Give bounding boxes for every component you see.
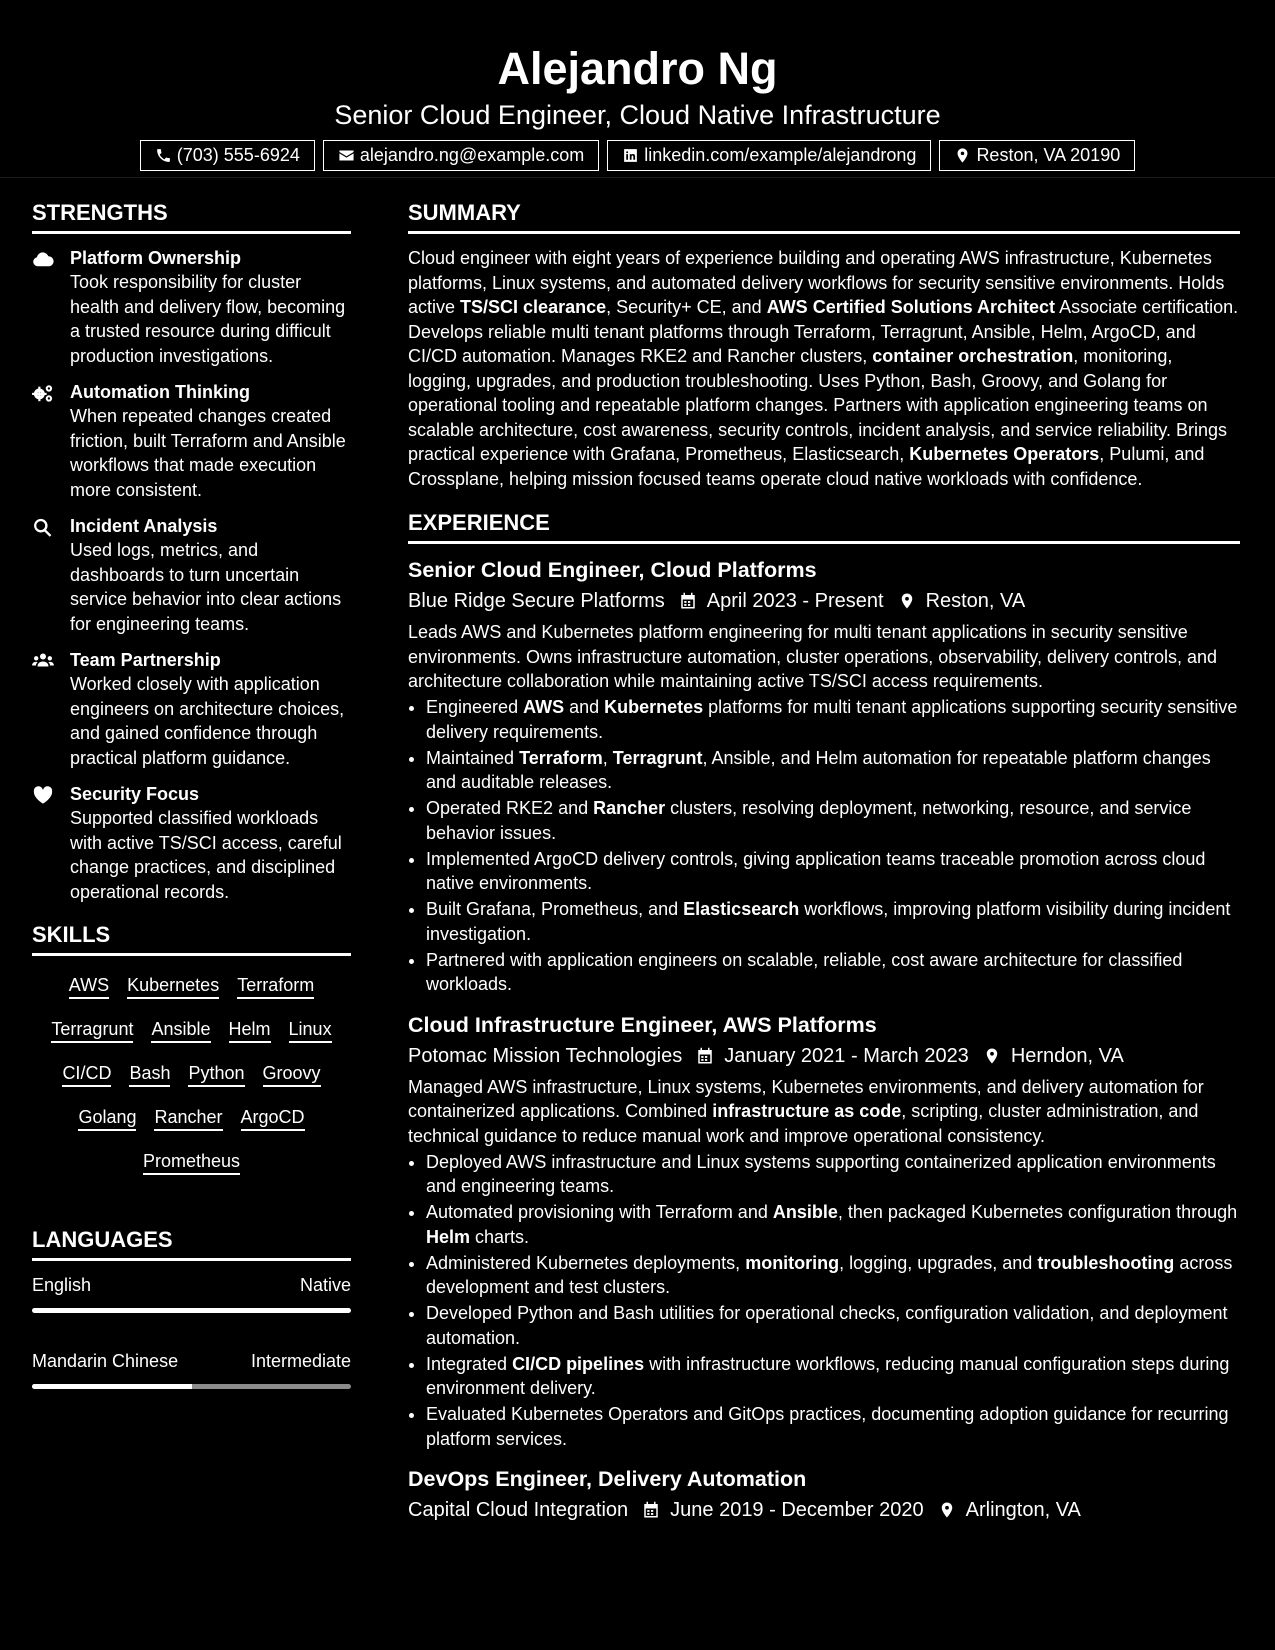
heart-icon — [32, 785, 54, 805]
job-bullets — [408, 1150, 1240, 1452]
contact-location — [939, 140, 1135, 171]
job-bullet — [426, 1402, 1240, 1451]
summary-emphasis: TS/SCI clearance — [460, 297, 607, 317]
contact-phone-text: (703) 555-6924 — [176, 145, 300, 165]
strength-item — [32, 648, 351, 770]
skill-tag: Terraform — [237, 974, 314, 999]
skills-row — [32, 1018, 351, 1043]
skills-row — [32, 1150, 351, 1175]
job-bullet-part: , — [602, 747, 613, 768]
job-bullet-part: Automated provisioning with Terraform and — [426, 1202, 773, 1222]
job-description-part: , scripting, cluster administration, and technical guidance to reduce manual work and improve operational consistency. — [408, 1101, 1199, 1146]
strength-desc: Supported classified workloads with active TS/SCI access, careful change practices, and disciplined operational records. — [70, 808, 342, 902]
job-bullet-part: Engineered — [426, 697, 524, 717]
job-bullet-part: troubleshooting — [1037, 1252, 1175, 1273]
job-bullet-part: , then packaged Kubernetes configuration through — [837, 1202, 1238, 1222]
language-item — [32, 1349, 351, 1389]
search-icon — [32, 517, 54, 537]
calendar-icon — [696, 1047, 714, 1065]
job-description-part: Managed AWS infrastructure, Linux systems, Kubernetes environments, and delivery automation for containerized applications. Combined — [408, 1076, 1204, 1121]
job-bullet — [426, 746, 1240, 795]
job-bullet-part: Terraform — [519, 747, 603, 768]
calendar-icon — [642, 1501, 660, 1519]
job-bullet-part: Deployed AWS infrastructure and Linux systems supporting containerized application environments and engineering teams. — [426, 1151, 1216, 1196]
job-bullet-part: Implemented ArgoCD delivery controls, giving application teams traceable promotion across cloud native environments. — [426, 848, 1206, 893]
languages-heading: LANGUAGES — [32, 1225, 351, 1261]
job-bullet-part: AWS — [523, 697, 565, 717]
job-bullet-part: Helm — [426, 1226, 471, 1247]
summary-part: , monitoring, logging, upgrades, and production troubleshooting. Uses Python, Bash, Groovy, and Golang for operational tooling and repeatable platform changes. Partners with application engineering teams on scalable architecture, cost awareness, security controls, incident analysis, and service reliability. Brings practical experience with Grafana, Prometheus, Elasticsearch, — [408, 346, 1228, 464]
job-company: Blue Ridge Secure Platforms — [408, 590, 665, 612]
skill-tag: Prometheus — [143, 1150, 240, 1175]
contact-email-text: alejandro.ng@example.com — [359, 145, 585, 165]
job-bullet-part: with infrastructure workflows, reducing manual configuration steps during environment delivery. — [426, 1353, 1230, 1398]
strength-name: Security Focus — [70, 784, 200, 804]
skills-row — [32, 1062, 351, 1087]
skill-tag: Python — [188, 1062, 244, 1087]
skill-tag: Rancher — [154, 1106, 222, 1131]
job-bullet-part: , logging, upgrades, and — [839, 1252, 1038, 1273]
skill-tag: Golang — [78, 1106, 136, 1131]
summary-part: , Pulumi, and Crossplane, helping mission focused teams operate cloud native workloads with confidence. — [408, 444, 1205, 489]
right-column — [408, 198, 1240, 1529]
job-bullet-part: Rancher — [593, 798, 666, 818]
job-bullet — [426, 897, 1240, 946]
job-bullet-part: Ansible — [772, 1202, 838, 1222]
strength-desc: Took responsibility for cluster health and delivery flow, becoming a trusted resource during difficult production investigations. — [70, 272, 346, 366]
candidate-name: Alejandro Ng — [497, 43, 778, 94]
skill-tag: AWS — [69, 974, 109, 999]
strength-item — [32, 782, 351, 904]
job-entry — [408, 556, 1240, 997]
job-description-part: infrastructure as code — [712, 1101, 902, 1121]
contact-linkedin[interactable] — [607, 140, 931, 171]
cloud-icon — [32, 249, 54, 269]
resume-header — [0, 0, 1275, 178]
summary-emphasis: Kubernetes Operators — [909, 444, 1100, 464]
strengths-heading: STRENGTHS — [32, 198, 351, 234]
job-bullet-part: Administered Kubernetes deployments, — [426, 1252, 746, 1273]
job-entry — [408, 1465, 1240, 1525]
skill-tag: Kubernetes — [127, 974, 219, 999]
job-title: Cloud Infrastructure Engineer, AWS Platforms — [408, 1012, 877, 1037]
job-bullet-part: , Ansible, and Helm automation for repeatable platform changes and auditable releases. — [426, 747, 1211, 792]
job-bullet — [426, 948, 1240, 997]
skill-tag: CI/CD — [62, 1062, 111, 1087]
experience-heading: EXPERIENCE — [408, 508, 1240, 544]
strength-name: Incident Analysis — [70, 516, 218, 536]
job-bullet-part: platforms for multi tenant applications supporting security sensitive delivery requirements. — [426, 697, 1238, 742]
skill-tag: Ansible — [151, 1018, 210, 1043]
job-title: Senior Cloud Engineer, Cloud Platforms — [408, 558, 817, 582]
job-meta — [408, 586, 1240, 616]
language-item — [32, 1273, 351, 1313]
skill-tag: Helm — [229, 1018, 271, 1043]
job-bullet-part: Built Grafana, Prometheus, and — [426, 899, 684, 919]
job-bullet-part: Developed Python and Bash utilities for operational checks, configuration validation, and deployment automation. — [426, 1303, 1228, 1348]
users-icon — [32, 651, 54, 671]
map-pin-icon — [954, 147, 971, 164]
calendar-icon — [679, 592, 697, 610]
job-bullet-part: Elasticsearch — [683, 899, 800, 919]
summary-text — [408, 246, 1240, 491]
left-column — [32, 198, 351, 1389]
strength-item — [32, 514, 351, 636]
job-bullet — [426, 796, 1240, 845]
contact-bar — [0, 140, 1275, 171]
phone-icon — [155, 147, 172, 164]
skill-tag: Groovy — [263, 1062, 321, 1087]
envelope-icon — [338, 147, 355, 164]
job-bullet-part: Integrated — [426, 1353, 513, 1374]
strength-desc: Used logs, metrics, and dashboards to turn uncertain service behavior into clear actions for engineering teams. — [70, 540, 342, 634]
job-location: Reston, VA — [925, 590, 1026, 612]
contact-email[interactable] — [323, 140, 599, 171]
job-bullet-part: CI/CD pipelines — [512, 1353, 645, 1374]
skill-tag: Bash — [129, 1062, 170, 1087]
job-description: Leads AWS and Kubernetes platform engineering for multi tenant applications in security sensitive environments. Owns infrastructure automation, cluster operations, observability, delivery controls, and architecture collaboration while maintaining active TS/SCI access requirements. — [408, 622, 1218, 691]
job-bullet — [426, 695, 1240, 744]
summary-part: Cloud engineer with eight years of experience building and operating AWS infrastructure, Kubernetes platforms, Linux systems, and automated delivery workflows for security sensitive environments. Holds active — [408, 248, 1225, 317]
job-bullet-part: Partnered with application engineers on scalable, reliable, cost aware architecture for classified workloads. — [426, 949, 1183, 994]
strength-name: Automation Thinking — [70, 382, 250, 402]
skill-tag: Terragrunt — [51, 1018, 133, 1043]
job-bullets — [408, 695, 1240, 997]
summary-emphasis: container orchestration — [872, 346, 1074, 366]
job-dates: January 2021 - March 2023 — [724, 1044, 969, 1067]
job-bullet-part: Kubernetes — [604, 697, 704, 717]
language-level: Intermediate — [250, 1351, 351, 1371]
job-description — [408, 1075, 1240, 1149]
experience-list — [408, 556, 1240, 1525]
skill-tag: Linux — [289, 1018, 332, 1043]
job-bullet — [426, 847, 1240, 896]
job-bullet — [426, 1352, 1240, 1401]
job-dates: June 2019 - December 2020 — [670, 1499, 924, 1521]
job-bullet-part: charts. — [470, 1226, 530, 1247]
job-bullet-part: across development and test clusters. — [426, 1252, 1233, 1297]
strength-name: Platform Ownership — [70, 248, 242, 268]
summary-part: Associate certification. Develops reliable multi tenant platforms through Terraform, Terragrunt, Ansible, Helm, ArgoCD, and CI/CD automation. Manages RKE2 and Rancher clusters, — [408, 297, 1239, 366]
job-bullet-part: workflows, improving platform visibility during incident investigation. — [426, 899, 1231, 944]
contact-phone[interactable] — [140, 140, 315, 171]
job-bullet-part: Maintained — [426, 747, 520, 768]
job-bullet — [426, 1251, 1240, 1300]
contact-location-text: Reston, VA 20190 — [976, 145, 1121, 165]
language-name: Mandarin Chinese — [32, 1351, 179, 1371]
gears-icon — [32, 383, 54, 403]
proficiency-bar — [32, 1308, 351, 1313]
job-bullet — [426, 1200, 1240, 1249]
summary-part: , Security+ CE, and — [606, 297, 767, 317]
job-location: Herndon, VA — [1010, 1044, 1124, 1067]
map-pin-icon — [898, 592, 916, 610]
map-pin-icon — [983, 1047, 1001, 1065]
summary-emphasis: AWS Certified Solutions Architect — [766, 297, 1056, 317]
skills-heading: SKILLS — [32, 920, 351, 956]
strength-desc: Worked closely with application engineers on architecture choices, and gained confidence through practical platform guidance. — [70, 674, 345, 768]
linkedin-icon — [622, 147, 639, 164]
skill-tag: ArgoCD — [241, 1106, 305, 1131]
job-meta — [408, 1041, 1240, 1071]
job-bullet-part: clusters, resolving deployment, networking, resource, and service behavior issues. — [426, 798, 1192, 843]
strength-desc: When repeated changes created friction, built Terraform and Ansible workflows that made execution more consistent. — [70, 406, 346, 500]
proficiency-bar — [32, 1384, 351, 1389]
job-bullet-part: Evaluated Kubernetes Operators and GitOps practices, documenting adoption guidance for recurring platform services. — [426, 1404, 1229, 1449]
job-dates: April 2023 - Present — [706, 590, 884, 612]
job-bullet — [426, 1301, 1240, 1350]
strength-name: Team Partnership — [70, 650, 221, 670]
job-company: Capital Cloud Integration — [408, 1499, 629, 1521]
strength-item — [32, 246, 351, 368]
job-bullet — [426, 1150, 1240, 1199]
job-bullet-part: Terragrunt — [612, 747, 703, 768]
candidate-title: Senior Cloud Engineer, Cloud Native Infrastructure — [334, 100, 941, 130]
job-entry — [408, 1011, 1240, 1452]
job-bullet-part: and — [564, 697, 605, 717]
skills-list — [32, 968, 351, 1175]
skills-row — [32, 974, 351, 999]
job-location: Arlington, VA — [965, 1499, 1081, 1521]
strength-item — [32, 380, 351, 502]
job-title: DevOps Engineer, Delivery Automation — [408, 1467, 807, 1491]
summary-heading: SUMMARY — [408, 198, 1240, 234]
job-bullet-part: Operated RKE2 and — [426, 798, 594, 818]
skills-row — [32, 1106, 351, 1131]
job-meta — [408, 1495, 1240, 1525]
map-pin-icon — [938, 1501, 956, 1519]
language-name: English — [32, 1275, 92, 1295]
language-level: Native — [299, 1275, 351, 1295]
proficiency-bar-fill — [32, 1308, 351, 1313]
proficiency-bar-fill — [32, 1384, 192, 1389]
job-bullet-part: monitoring — [745, 1252, 840, 1273]
job-company: Potomac Mission Technologies — [408, 1044, 683, 1067]
contact-linkedin-text: linkedin.com/example/alejandrong — [644, 145, 917, 165]
